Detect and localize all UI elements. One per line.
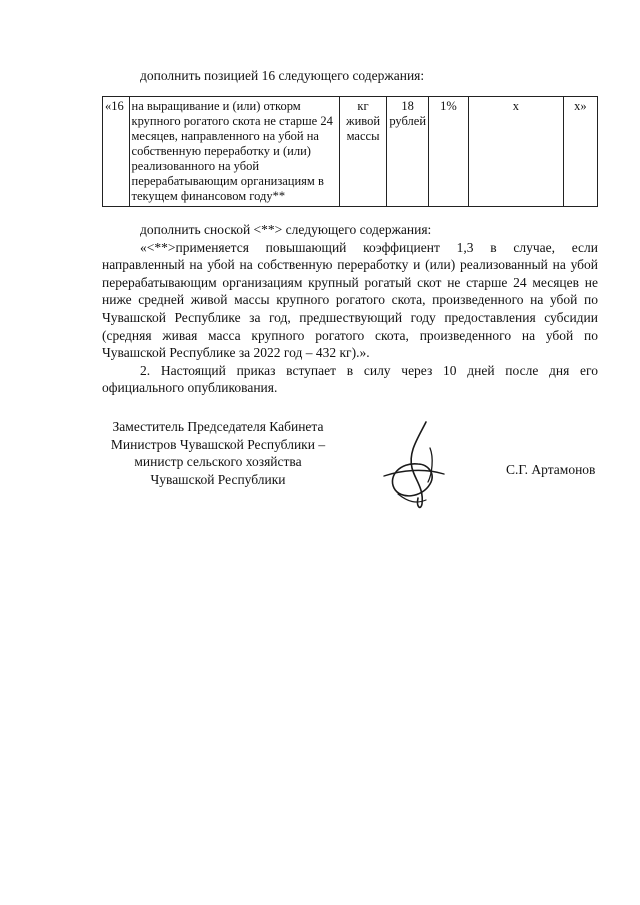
cell-x-2: х» (563, 97, 597, 207)
signatory-title-line: Министров Чувашской Республики – (110, 436, 326, 452)
cell-rate: 18 рублей (387, 97, 429, 207)
handwritten-signature (378, 418, 448, 514)
signatory-title (102, 418, 334, 488)
footnote-intro: дополнить сноской <**> следующего содержания: (140, 222, 432, 237)
signatory-title-line: Чувашской Республики (150, 471, 286, 487)
footnote-text: «<**>применяется повышающий коэффициент 1,3 в случае, если направленный на убой на собственную переработку и (или) реализованный на убой перерабатывающим организациям крупный рогатый скот не старше 24 месяцев не ниже средней живой массы крупного рогатого скота, произведенного на убой по Чувашской Республике за год, предшествующий году предоставления субсидии (средняя живая масса крупного рогатого скота, произведенного на убой по Чувашской Республике за 2022 год – 432 кг).». (102, 239, 598, 361)
point-2: 2. Настоящий приказ вступает в силу через 10 дней после дня его официального опубликования. (102, 362, 598, 396)
body-text (102, 221, 598, 397)
cell-x-1: х (468, 97, 563, 207)
position-table (102, 96, 598, 207)
cell-position-name: на выращивание и (или) откорм крупного рогатого скота не старше 24 месяцев, направленного на убой на собственную переработку и (или) реализованного на убой перерабатывающим организациям в текущем финансовом году** (129, 97, 339, 207)
signatory-title-line: Заместитель Председателя Кабинета (112, 419, 324, 434)
table-row (103, 97, 598, 207)
cell-position-number: «16 (103, 97, 130, 207)
signatory-title-line: министр сельского хозяйства (134, 454, 302, 469)
intro-text: дополнить позицией 16 следующего содержания: (140, 68, 425, 83)
cell-unit: кг живой массы (339, 97, 387, 207)
cell-percent: 1% (429, 97, 469, 207)
signatory-name: С.Г. Артамонов (506, 462, 596, 477)
